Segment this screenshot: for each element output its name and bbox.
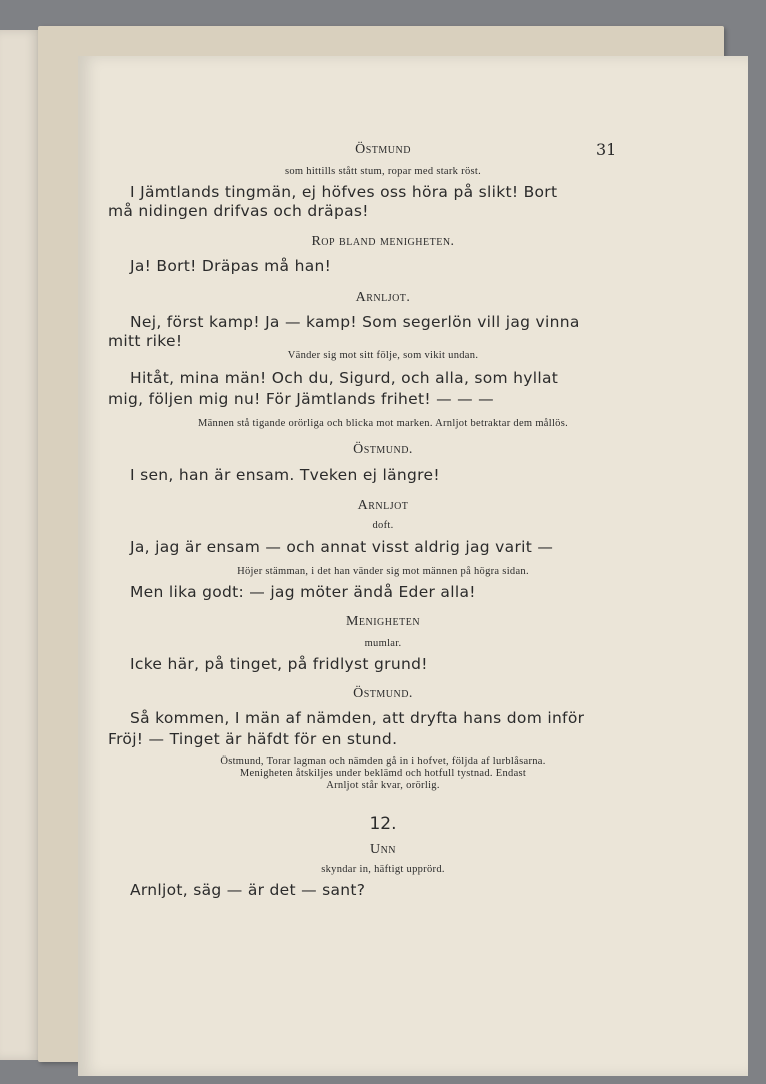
verse-line: Ja! Bort! Dräpas må han! bbox=[130, 257, 332, 275]
facing-page-edge bbox=[0, 30, 41, 1060]
verse-line: Icke här, på tinget, på fridlyst grund! bbox=[130, 655, 428, 673]
verse-line: I Jämtlands tingmän, ej höfves oss höra på slikt! Bort bbox=[130, 183, 558, 201]
verse-line: Hitåt, mina män! Och du, Sigurd, och alla, som hyllat bbox=[130, 369, 559, 387]
stage-direction: Menigheten åtskiljes under beklämd och hotfull tystnad. Endast bbox=[239, 768, 527, 779]
verse-line: I sen, han är ensam. Tveken ej längre! bbox=[130, 466, 440, 484]
stage-direction: doft. bbox=[372, 520, 394, 531]
verse-line: Men lika godt: — jag möter ändå Eder alla! bbox=[130, 583, 476, 601]
verse-line-continued: Fröj! — Tinget är häfdt för en stund. bbox=[108, 730, 398, 748]
speaker-name: Östmund. bbox=[353, 686, 413, 701]
verse-line-continued: mig, följen mig nu! För Jämtlands frihet! — — — bbox=[108, 390, 494, 408]
stage-direction: Arnljot står kvar, orörlig. bbox=[326, 780, 440, 791]
stage-direction: Männen stå tigande orörliga och blicka mot marken. Arnljot betraktar dem mållös. bbox=[197, 418, 569, 429]
verse-line-continued: må nidingen drifvas och dräpas! bbox=[108, 202, 369, 220]
stage-direction: mumlar. bbox=[364, 638, 402, 649]
speaker-name: Rop bland menigheten. bbox=[311, 234, 455, 249]
verse-line: Ja, jag är ensam — och annat visst aldrig jag varit — bbox=[130, 538, 554, 556]
speaker-name: Unn bbox=[369, 842, 397, 857]
page-stack bbox=[38, 26, 724, 1062]
verse-line: Så kommen, I män af nämden, att dryfta hans dom inför bbox=[130, 709, 585, 727]
book-page bbox=[78, 56, 748, 1076]
stage-direction: skyndar in, häftigt upprörd. bbox=[321, 864, 445, 875]
verse-line: Nej, först kamp! Ja — kamp! Som segerlön vill jag vinna bbox=[130, 313, 580, 331]
speaker-name: Arnljot bbox=[357, 498, 409, 513]
verse-line-continued: mitt rike! bbox=[108, 332, 183, 350]
stage-direction: som hittills stått stum, ropar med stark röst. bbox=[284, 166, 482, 177]
scene-number: 12. bbox=[369, 814, 397, 834]
stage-direction: Östmund, Torar lagman och nämden gå in i hofvet, följda af lurblåsarna. bbox=[220, 756, 546, 767]
speaker-name: Östmund. bbox=[353, 442, 413, 457]
speaker-name: Arnljot. bbox=[355, 290, 411, 305]
stage-direction: Höjer stämman, i det han vänder sig mot männen på högra sidan. bbox=[237, 566, 529, 577]
verse-line: Arnljot, säg — är det — sant? bbox=[130, 881, 366, 899]
speaker-name: Östmund bbox=[355, 142, 411, 157]
page-number: 31 bbox=[596, 140, 617, 159]
speaker-name: Menigheten bbox=[345, 614, 421, 629]
stage-direction: Vänder sig mot sitt följe, som vikit undan. bbox=[287, 350, 479, 361]
